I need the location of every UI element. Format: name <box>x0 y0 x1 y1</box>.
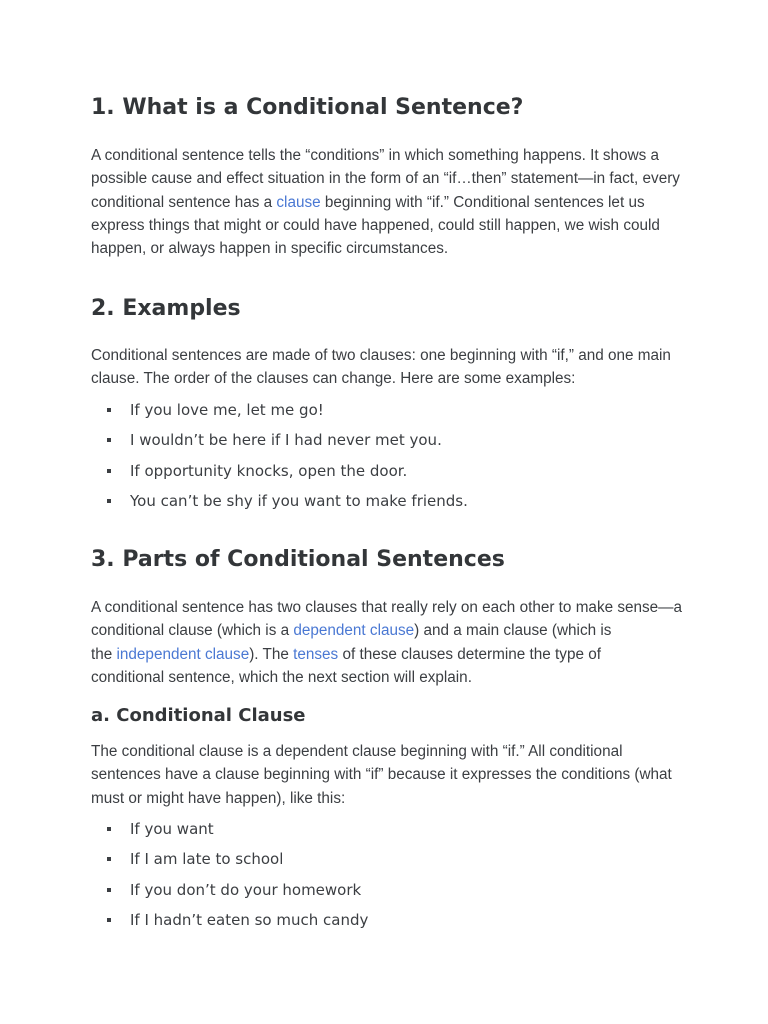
paragraph-line: conditional sentence, which the next section will explain. <box>91 668 472 686</box>
list-item-text: If I am late to school <box>130 850 284 869</box>
clause-link[interactable]: clause <box>276 193 321 211</box>
paragraph-line: clause. The order of the clauses can change. Here are some examples: <box>91 370 576 388</box>
text-run: conditional clause (which is a <box>91 622 294 640</box>
parts-paragraph <box>91 596 683 689</box>
paragraph-line: The conditional clause is a dependent clause beginning with “if.” All conditional <box>91 743 623 760</box>
text-run: the <box>91 645 117 663</box>
subsection-heading-conditional-clause: a. Conditional Clause <box>91 705 306 726</box>
bullet-icon <box>107 827 111 831</box>
paragraph-line: A conditional sentence tells the “conditions” in which something happens. It shows a <box>91 147 660 164</box>
text-run: ) and a main clause (which is <box>414 622 612 640</box>
paragraph-line <box>91 643 683 666</box>
paragraph-line: possible cause and effect situation in the form of an “if…then” statement—in fact, every <box>91 170 680 188</box>
examples-intro-paragraph <box>91 344 683 391</box>
definition-paragraph <box>91 144 683 260</box>
paragraph-line: happen, or always happen in specific circumstances. <box>91 240 449 258</box>
bullet-icon <box>107 438 111 442</box>
paragraph-line: sentences have a clause beginning with “if” because it expresses the conditions (what <box>91 766 672 784</box>
paragraph-line <box>91 191 683 214</box>
list-item-text: I wouldn’t be here if I had never met you. <box>130 431 442 450</box>
paragraph-line: express things that might or could have happened, could still happen, we wish could <box>91 216 660 234</box>
list-item-text: If you want <box>130 820 214 838</box>
list-item-text: You can’t be shy if you want to make friends. <box>130 491 468 510</box>
bullet-icon <box>107 857 111 861</box>
list-item-text: If you love me, let me go! <box>130 401 324 419</box>
list-item-text: If you don’t do your homework <box>130 880 362 899</box>
bullet-icon <box>107 499 111 503</box>
bullet-icon <box>107 469 111 473</box>
text-run: conditional sentence has a <box>91 193 277 211</box>
tenses-link[interactable]: tenses <box>293 645 339 663</box>
section-heading-parts: 3. Parts of Conditional Sentences <box>91 547 505 572</box>
section-heading-definition: 1. What is a Conditional Sentence? <box>91 95 524 120</box>
dependent-clause-link[interactable]: dependent clause <box>293 622 415 640</box>
bullet-icon <box>107 918 111 922</box>
bullet-icon <box>107 408 111 412</box>
text-run: beginning with “if.” Conditional sentences let us <box>320 193 645 211</box>
bullet-icon <box>107 888 111 892</box>
text-run: of these clauses determine the type of <box>338 645 601 663</box>
independent-clause-link[interactable]: independent clause <box>116 645 250 663</box>
paragraph-line: Conditional sentences are made of two clauses: one beginning with “if,” and one main <box>91 347 671 364</box>
paragraph-line <box>91 619 683 642</box>
text-run: ). The <box>249 645 294 663</box>
paragraph-line: A conditional sentence has two clauses that really rely on each other to make sense—a <box>91 599 682 616</box>
section-heading-examples: 2. Examples <box>91 296 241 321</box>
list-item-text: If I hadn’t eaten so much candy <box>130 910 369 929</box>
paragraph-line: must or might have happen), like this: <box>91 789 346 807</box>
list-item-text: If opportunity knocks, open the door. <box>130 461 408 480</box>
conditional-clause-paragraph <box>91 740 683 810</box>
